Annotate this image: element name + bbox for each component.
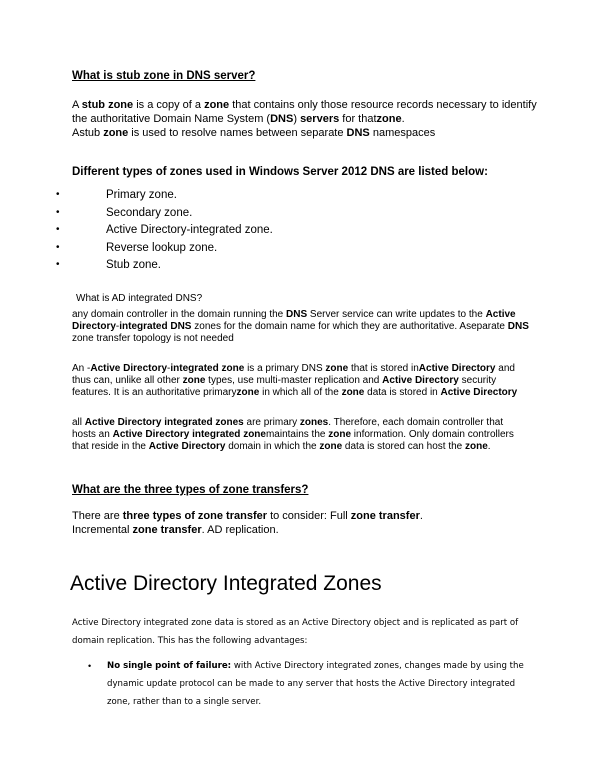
text-run: security features. It is an authoritative primary bbox=[72, 375, 497, 398]
text-run: zones for the domain name for which they are authoritative. Aseparate bbox=[191, 321, 508, 332]
adiz-intro: Active Directory integrated zone data is stored as an Active Directory object and is replicated as part of domain replication. This has the following advantages: bbox=[72, 618, 519, 646]
bold-term: zone bbox=[103, 127, 129, 139]
text-run: that is stored in bbox=[348, 363, 419, 374]
bold-term: zone bbox=[236, 387, 260, 398]
bold-term: zone transfer bbox=[350, 510, 420, 522]
bold-term: zone bbox=[325, 363, 349, 374]
text-run: - bbox=[115, 321, 120, 332]
text-run: all bbox=[72, 417, 85, 428]
text-run: zone transfer topology is not needed bbox=[72, 333, 234, 344]
text-run: Astub bbox=[72, 127, 104, 139]
bold-term: zone transfer bbox=[132, 524, 202, 536]
text-run: in which all of the bbox=[259, 387, 342, 398]
bold-term: Active Directory bbox=[418, 363, 496, 374]
bold-term: Active Directory bbox=[90, 363, 168, 374]
bold-term: Active Directory integrated zones bbox=[84, 417, 244, 428]
bold-term: servers bbox=[300, 113, 340, 125]
bullet-icon: • bbox=[56, 241, 60, 253]
text-run: . bbox=[419, 510, 423, 522]
ad-integrated-paragraph-1 bbox=[72, 309, 532, 345]
text-run: is used to resolve names between separate bbox=[128, 127, 347, 139]
bold-term: zone bbox=[341, 387, 365, 398]
text-run: . Therefore, each domain controller that hosts an bbox=[72, 417, 504, 440]
ad-integrated-paragraph-2 bbox=[72, 363, 527, 399]
bold-term: DNS bbox=[346, 127, 370, 139]
text-run: namespaces bbox=[369, 127, 436, 139]
text-run: that contains only those resource records necessary to identify the authoritative Domain Name System ( bbox=[72, 99, 537, 125]
bold-term: zone bbox=[319, 441, 343, 452]
text-run: . bbox=[401, 113, 405, 125]
zone-type-label: Primary zone. bbox=[106, 189, 177, 201]
zone-type-label: Stub zone. bbox=[106, 259, 161, 271]
text-run: any domain controller in the domain running the bbox=[72, 309, 287, 320]
text-run: An - bbox=[72, 363, 91, 374]
bullet-icon: • bbox=[56, 224, 60, 235]
advantage-text bbox=[107, 657, 530, 711]
bold-term: zone bbox=[204, 99, 230, 111]
bullet-icon: • bbox=[56, 206, 60, 218]
bold-term: Active Directory integrated zone bbox=[112, 429, 266, 440]
adiz-heading: Active Directory Integrated Zones bbox=[70, 572, 382, 595]
bold-term: Active Directory bbox=[72, 309, 516, 332]
bold-term: DNS bbox=[286, 309, 308, 320]
bold-term: three types of zone transfer bbox=[122, 510, 268, 522]
bold-term: Active Directory bbox=[148, 441, 226, 452]
bullet-icon: • bbox=[56, 189, 60, 200]
text-run: A bbox=[72, 99, 82, 111]
bold-term: Active Directory bbox=[382, 375, 459, 386]
text-run: types, use multi-master replication and bbox=[205, 375, 383, 386]
text-run: . AD replication. bbox=[201, 524, 279, 536]
text-run: for that bbox=[339, 113, 377, 125]
ad-integrated-question: What is AD integrated DNS? bbox=[76, 293, 203, 304]
text-run: Server service can write updates to the bbox=[307, 309, 486, 320]
text-run: - bbox=[167, 363, 171, 374]
text-run: is a primary DNS bbox=[244, 363, 326, 374]
advantage-label: No single point of failure: bbox=[107, 661, 232, 671]
text-run: data is stored can host the bbox=[342, 441, 466, 452]
advantage-body: with Active Directory integrated zones, changes made by using the dynamic update protocol can be made to any server that hosts the Active Directory integrated zone, rather than to a single server. bbox=[107, 661, 524, 707]
text-run: . bbox=[487, 441, 491, 452]
text-run: There are bbox=[72, 510, 123, 522]
text-run: and thus can, unlike all other bbox=[72, 363, 515, 386]
bold-term: DNS bbox=[507, 321, 529, 332]
adiz-advantages-list bbox=[0, 657, 530, 711]
bold-term: zone bbox=[376, 113, 402, 125]
text-run: is a copy of a bbox=[133, 99, 205, 111]
bold-term: integrated DNS bbox=[119, 321, 192, 332]
list-item bbox=[0, 657, 530, 711]
zone-type-label: Secondary zone. bbox=[106, 206, 193, 219]
bullet-icon: • bbox=[88, 661, 92, 671]
zone-transfers-paragraph bbox=[72, 509, 512, 537]
ad-integrated-paragraph-3 bbox=[72, 417, 527, 453]
zone-transfers-question: What are the three types of zone transfers? bbox=[72, 484, 309, 496]
stub-zone-question: What is stub zone in DNS server? bbox=[72, 70, 256, 82]
text-run: maintains the bbox=[265, 429, 329, 440]
bullet-icon: • bbox=[56, 259, 60, 270]
bold-term: zone bbox=[328, 429, 352, 440]
stub-zone-paragraph bbox=[72, 98, 542, 140]
text-run: to consider: Full bbox=[267, 510, 351, 522]
zone-types-heading: Different types of zones used in Windows Server 2012 DNS are listed below: bbox=[72, 166, 488, 178]
bold-term: zone bbox=[182, 375, 206, 386]
text-run: information. Only domain controllers that reside in the bbox=[72, 429, 514, 452]
zone-type-label: Active Directory-integrated zone. bbox=[106, 224, 273, 236]
text-run: ) bbox=[293, 113, 301, 125]
bold-term: Active Directory bbox=[440, 387, 518, 398]
text-run: data is stored in bbox=[364, 387, 441, 398]
bold-term: integrated zone bbox=[170, 363, 245, 374]
bold-term: DNS bbox=[270, 113, 294, 125]
text-run: are primary bbox=[243, 417, 300, 428]
bold-term: zones bbox=[299, 417, 329, 428]
text-run: Incremental bbox=[72, 524, 133, 536]
zone-type-label: Reverse lookup zone. bbox=[106, 241, 218, 254]
bold-term: zone bbox=[465, 441, 488, 452]
bold-term: stub zone bbox=[81, 99, 134, 111]
text-run: domain in which the bbox=[225, 441, 320, 452]
